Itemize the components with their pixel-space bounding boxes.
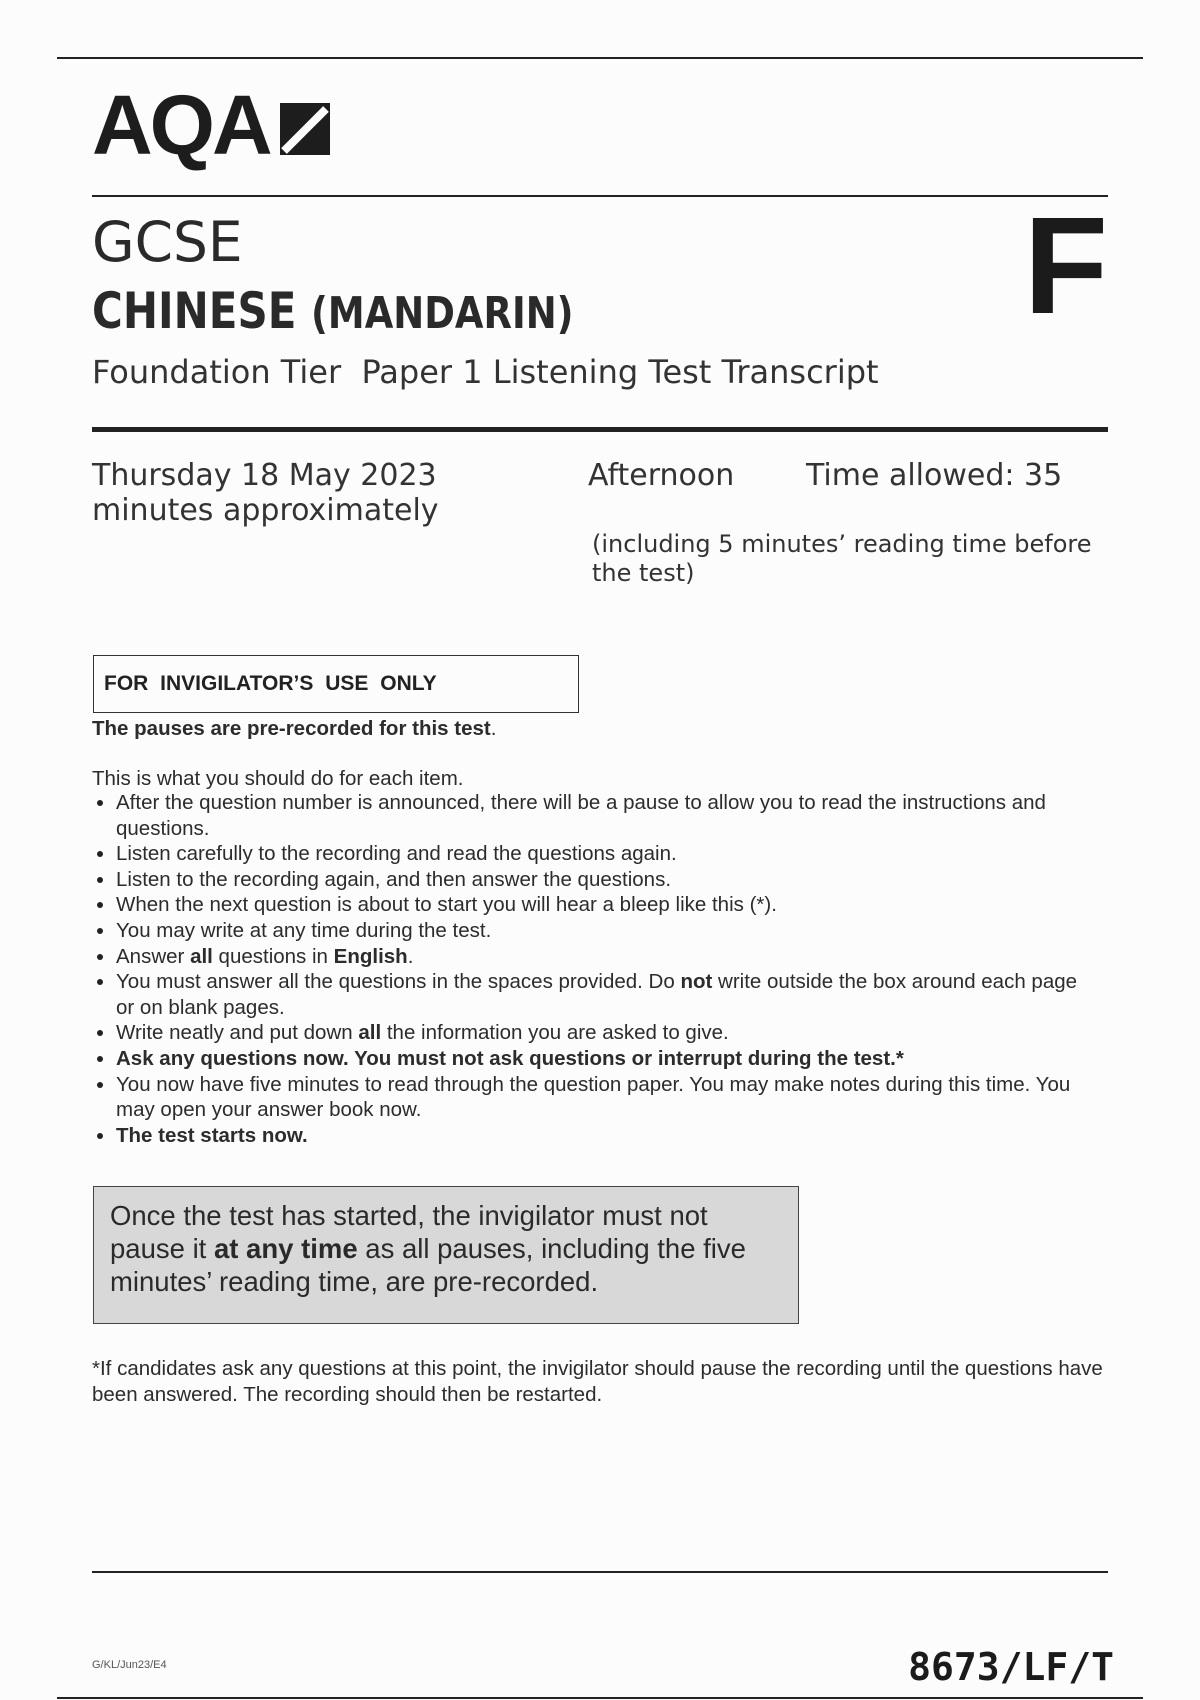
time-continuation: minutes approximately — [92, 493, 439, 528]
aqa-logo — [92, 78, 334, 172]
item-text: write outside the box around each page or on blank pages. — [116, 970, 1078, 1019]
item-text: Write neatly and put down — [116, 1021, 359, 1045]
list-item — [92, 1046, 1092, 1072]
list-item: Listen to the recording again, and then answer the questions. — [92, 867, 1092, 893]
list-item — [92, 1020, 1092, 1046]
subject-variant: (MANDARIN) — [311, 288, 574, 339]
tier-letter: F — [1023, 189, 1108, 343]
item-text: . — [407, 944, 414, 968]
qualification-level: GCSE — [92, 210, 243, 274]
pauses-bold: The pauses are pre-recorded for this test — [92, 717, 491, 740]
instructions-intro: This is what you should do for each item. — [92, 767, 464, 790]
item-emphasis: not — [680, 970, 713, 994]
notice-text: Once the test has started, the invigilator must not pause it — [110, 1200, 708, 1264]
list-item: Listen carefully to the recording and read the questions again. — [92, 841, 1092, 867]
item-emphasis: Ask any questions now. You must not ask questions or interrupt during the test.* — [116, 1046, 904, 1070]
list-item — [92, 969, 1092, 1020]
invigilator-notice — [93, 1186, 799, 1324]
item-emphasis: The test starts now. — [116, 1123, 308, 1147]
time-allowed: Time allowed: 35 — [806, 458, 1063, 493]
exam-session: Afternoon — [588, 458, 735, 493]
date-text: Thursday 18 May 2023 — [92, 458, 437, 493]
item-emphasis: all — [358, 1021, 382, 1045]
footer-reference: G/KL/Jun23/E4 — [92, 1659, 167, 1671]
title-rule — [92, 427, 1108, 432]
item-text: the information you are asked to give. — [381, 1021, 729, 1045]
paper-type: Listening Test Transcript — [492, 353, 879, 391]
invigilator-label: FOR INVIGILATOR’S USE ONLY — [104, 672, 437, 695]
subject-main: CHINESE — [92, 282, 297, 340]
list-item: You now have five minutes to read through the question paper. You may make notes during this time. You may open your answer book now. — [92, 1072, 1092, 1123]
item-text: questions in — [212, 944, 334, 968]
list-item — [92, 944, 1092, 970]
paper-title — [92, 352, 879, 392]
footer-rule — [92, 1571, 1108, 1573]
tier-text: Foundation Tier — [92, 353, 342, 391]
footnote: *If candidates ask any questions at this point, the invigilator should pause the recording until the questions have been answered. The recording should then be restarted. — [92, 1357, 1103, 1406]
notice-emphasis: at any time — [213, 1233, 358, 1264]
item-text: Answer — [116, 944, 191, 968]
logo-text: AQA — [92, 78, 270, 172]
top-rule — [57, 57, 1143, 59]
instruction-list — [92, 790, 1092, 1148]
pauses-note — [92, 716, 496, 742]
item-emphasis: English — [333, 944, 408, 968]
list-item — [92, 1123, 1092, 1149]
pauses-end: . — [490, 717, 497, 740]
exam-date — [92, 458, 452, 528]
paper-code: 8673/LF/T — [908, 1645, 1114, 1689]
subject-name — [92, 280, 574, 345]
notice-text: as all pauses, including the five minutes’ reading time, are pre-recorded. — [110, 1233, 746, 1297]
logo-mark-icon — [276, 101, 334, 159]
paper-number: Paper 1 — [361, 353, 483, 391]
list-item: You may write at any time during the test. — [92, 918, 1092, 944]
item-text: You must answer all the questions in the spaces provided. Do — [116, 970, 681, 994]
logo-rule — [92, 195, 1108, 197]
list-item: After the question number is announced, there will be a pause to allow you to read the instructions and questions. — [92, 790, 1092, 841]
reading-time-note: (including 5 minutes’ reading time before the test) — [592, 530, 1092, 587]
bottom-rule — [57, 1697, 1143, 1699]
list-item: When the next question is about to start you will hear a bleep like this (*). — [92, 892, 1092, 918]
item-emphasis: all — [190, 944, 213, 968]
invigilator-box — [93, 655, 579, 713]
